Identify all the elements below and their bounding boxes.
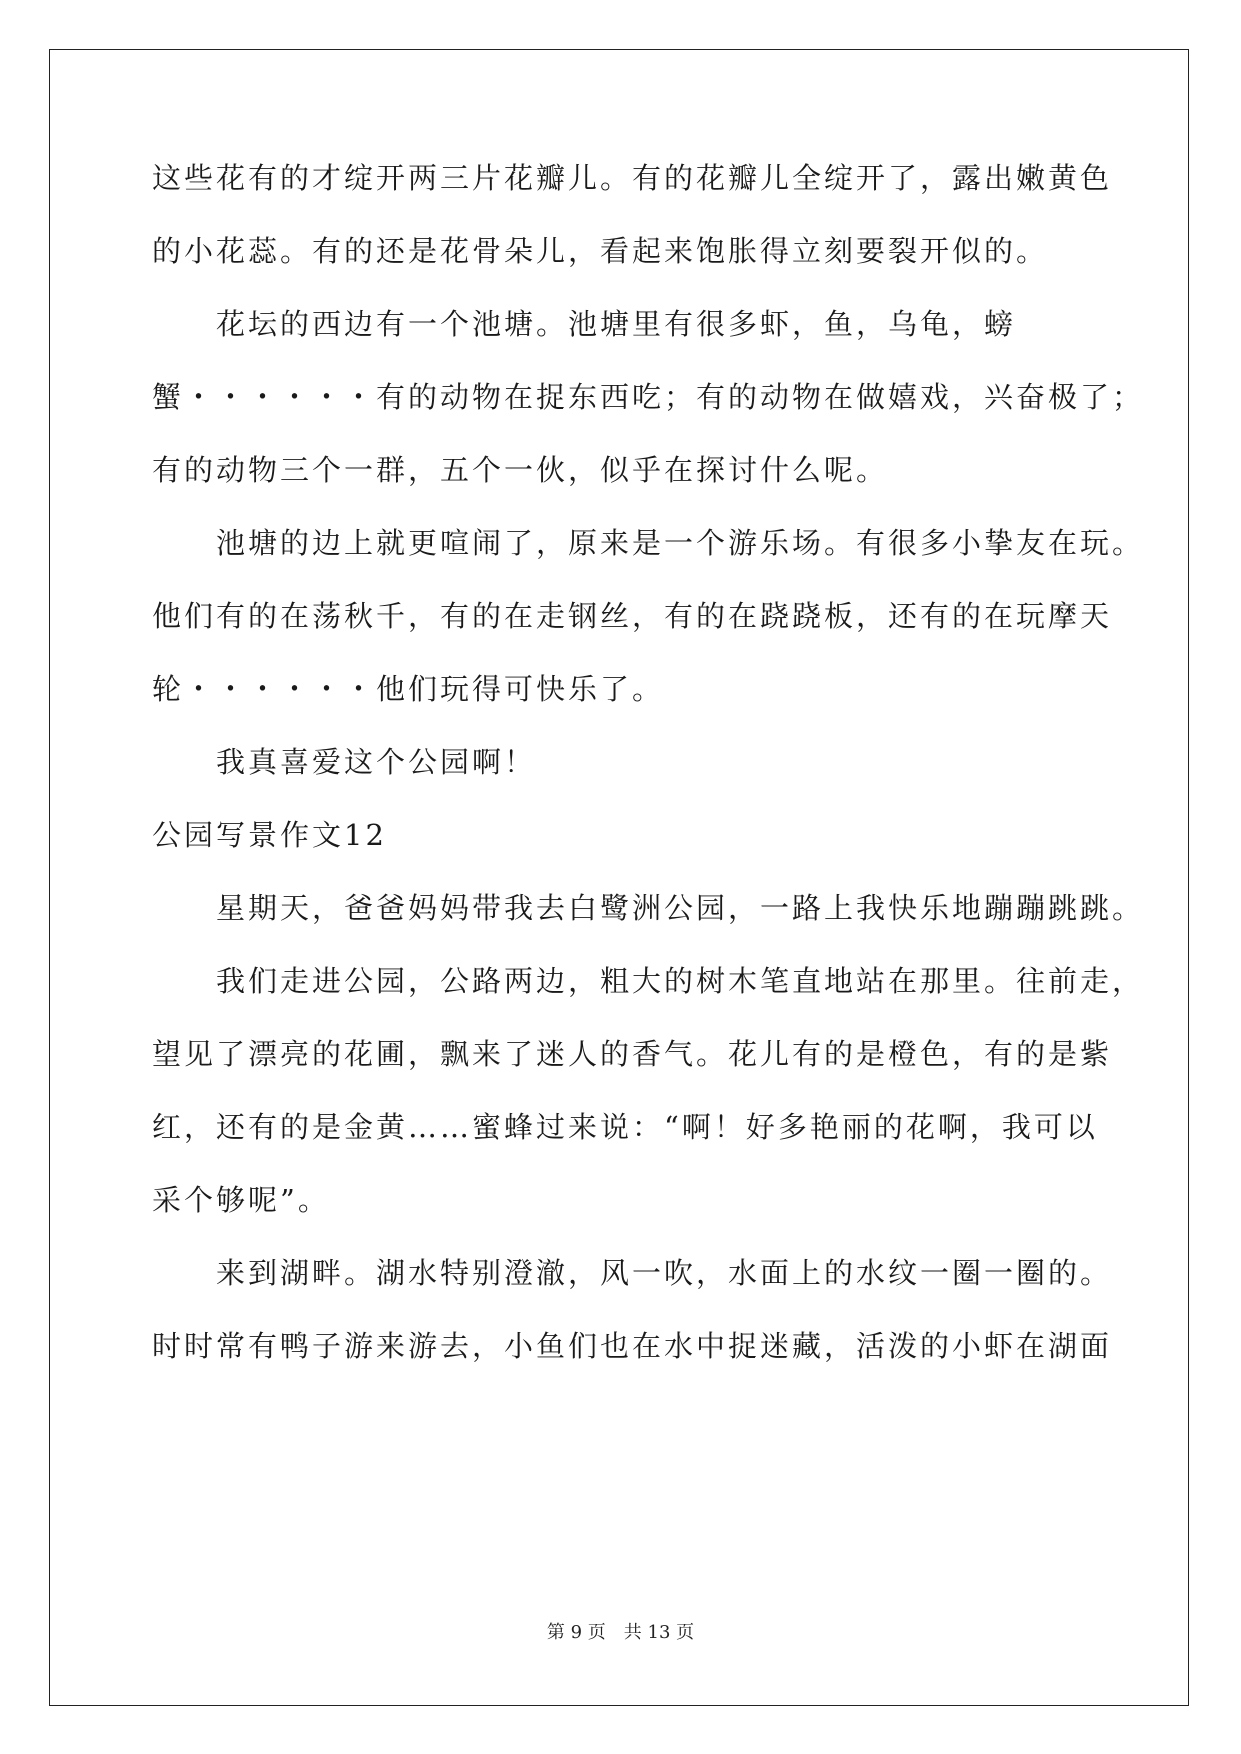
text-line: 我真喜爱这个公园啊！ <box>152 745 537 779</box>
text-line: 我们走进公园，公路两边，粗大的树木笔直地站在那里。往前走， <box>152 964 1145 998</box>
text-line: 采个够呢”。 <box>152 1183 330 1217</box>
text-line: 星期天，爸爸妈妈带我去白鹭洲公园，一路上我快乐地蹦蹦跳跳。 <box>152 891 1145 925</box>
text-line: 时时常有鸭子游来游去，小鱼们也在水中捉迷藏，活泼的小虾在湖面 <box>152 1329 1113 1363</box>
text-line: 的小花蕊。有的还是花骨朵儿，看起来饱胀得立刻要裂开似的。 <box>152 234 1049 268</box>
text-line: 望见了漂亮的花圃，飘来了迷人的香气。花儿有的是橙色，有的是紫 <box>152 1037 1113 1071</box>
text-line: 来到湖畔。湖水特别澄澈，风一吹，水面上的水纹一圈一圈的。 <box>152 1256 1113 1290</box>
text-line: 他们有的在荡秋千，有的在走钢丝，有的在跷跷板，还有的在玩摩天 <box>152 599 1113 633</box>
text-line: 红，还有的是金黄……蜜蜂过来说：“啊！好多艳丽的花啊，我可以 <box>152 1110 1098 1144</box>
text-line: 花坛的西边有一个池塘。池塘里有很多虾，鱼，乌龟，螃 <box>152 307 1017 341</box>
page-number-footer: 第 9 页 共 13 页 <box>546 1622 695 1643</box>
section-heading: 公园写景作文12 <box>152 818 387 852</box>
text-line: 轮・・・・・・他们玩得可快乐了。 <box>152 672 665 706</box>
text-line: 池塘的边上就更喧闹了，原来是一个游乐场。有很多小挚友在玩。 <box>152 526 1145 560</box>
page-border <box>49 49 1189 1706</box>
text-line: 有的动物三个一群，五个一伙，似乎在探讨什么呢。 <box>152 453 889 487</box>
text-line: 这些花有的才绽开两三片花瓣儿。有的花瓣儿全绽开了，露出嫩黄色 <box>152 161 1113 195</box>
text-line: 蟹・・・・・・有的动物在捉东西吃；有的动物在做嬉戏，兴奋极了； <box>152 380 1145 414</box>
